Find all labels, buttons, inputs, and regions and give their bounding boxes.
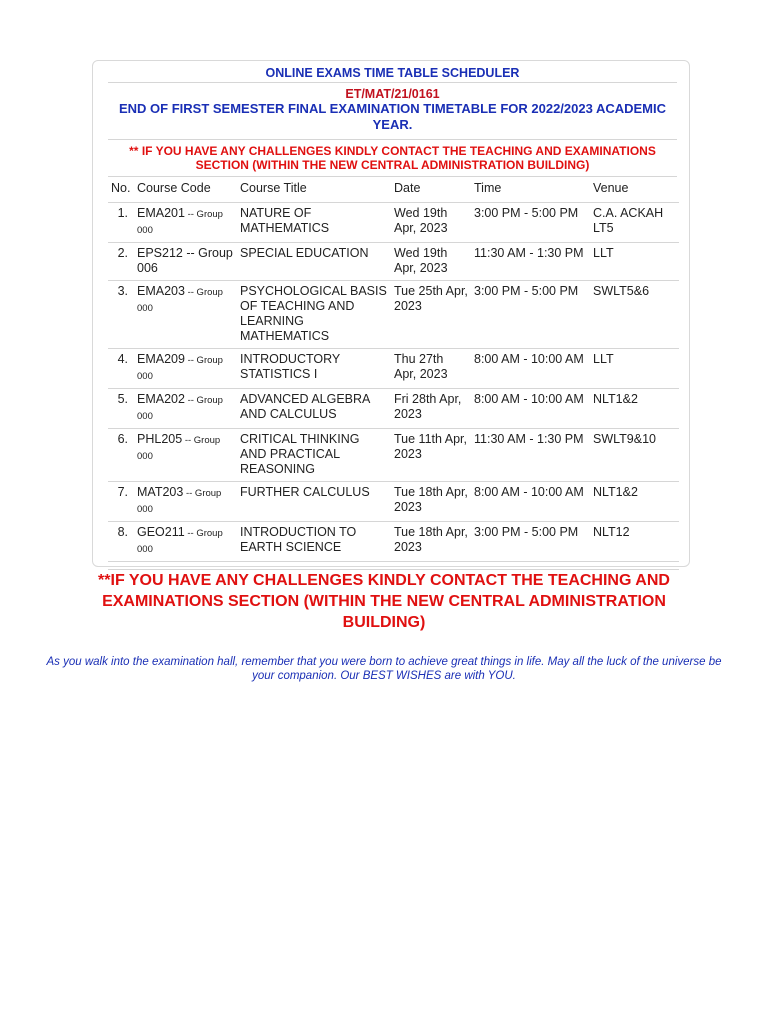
- exam-date: Wed 19th Apr, 2023: [391, 203, 471, 243]
- exam-time: 8:00 AM - 10:00 AM: [471, 389, 590, 429]
- empty-cell: [108, 562, 134, 570]
- exam-venue: NLT1&2: [590, 482, 679, 522]
- table-empty-row: [108, 562, 679, 570]
- exam-date: Fri 28th Apr, 2023: [391, 389, 471, 429]
- row-no: 5.: [108, 389, 134, 429]
- col-header-time: Time: [471, 177, 590, 203]
- exam-time: 3:00 PM - 5:00 PM: [471, 522, 590, 562]
- col-header-no: No.: [108, 177, 134, 203]
- course-code: EMA201: [137, 206, 185, 220]
- contact-notice-large: **IF YOU HAVE ANY CHALLENGES KINDLY CONTACT THE TEACHING AND EXAMINATIONS SECTION (WITHIN THE NEW CENTRAL ADMINISTRATION BUILDING): [98, 572, 670, 631]
- course-code-cell: [134, 243, 237, 281]
- course-group: -- Group 000: [137, 435, 221, 462]
- empty-cell: [237, 562, 391, 570]
- exam-date: Wed 19th Apr, 2023: [391, 243, 471, 281]
- course-code: EMA203: [137, 284, 185, 298]
- contact-notice: ** IF YOU HAVE ANY CHALLENGES KINDLY CONTACT THE TEACHING AND EXAMINATIONS SECTION (WITHIN THE NEW CENTRAL ADMINISTRATION BUILDING): [108, 140, 677, 177]
- course-group: -- Group 006: [137, 246, 233, 275]
- course-title: CRITICAL THINKING AND PRACTICAL REASONING: [237, 429, 391, 482]
- table-row: [108, 281, 679, 349]
- course-code: PHL205: [137, 432, 183, 446]
- exam-venue: NLT12: [590, 522, 679, 562]
- col-header-course-code: Course Code: [134, 177, 237, 203]
- course-group: -- Group 000: [137, 287, 223, 314]
- course-code-cell: [134, 389, 237, 429]
- empty-cell: [471, 562, 590, 570]
- exam-venue: LLT: [590, 349, 679, 389]
- exam-date: Tue 18th Apr, 2023: [391, 522, 471, 562]
- timetable-inner: [108, 61, 677, 570]
- course-title: SPECIAL EDUCATION: [237, 243, 391, 281]
- exam-date: Tue 18th Apr, 2023: [391, 482, 471, 522]
- course-title: ADVANCED ALGEBRA AND CALCULUS: [237, 389, 391, 429]
- course-code: EPS212: [137, 246, 183, 260]
- course-title: FURTHER CALCULUS: [237, 482, 391, 522]
- course-code: GEO211: [137, 525, 185, 539]
- exam-venue: SWLT5&6: [590, 281, 679, 349]
- row-no: 1.: [108, 203, 134, 243]
- exam-venue: SWLT9&10: [590, 429, 679, 482]
- course-code-cell: [134, 429, 237, 482]
- exam-venue: LLT: [590, 243, 679, 281]
- course-group: -- Group 000: [137, 395, 223, 422]
- course-group: -- Group 000: [137, 528, 223, 555]
- course-title: INTRODUCTION TO EARTH SCIENCE: [237, 522, 391, 562]
- exam-time: 3:00 PM - 5:00 PM: [471, 203, 590, 243]
- exam-time: 8:00 AM - 10:00 AM: [471, 482, 590, 522]
- exam-time: 8:00 AM - 10:00 AM: [471, 349, 590, 389]
- table-row: [108, 522, 679, 562]
- exam-time: 11:30 AM - 1:30 PM: [471, 429, 590, 482]
- row-no: 7.: [108, 482, 134, 522]
- empty-cell: [391, 562, 471, 570]
- table-row: [108, 429, 679, 482]
- exam-venue: C.A. ACKAH LT5: [590, 203, 679, 243]
- course-code-cell: [134, 281, 237, 349]
- table-row: [108, 482, 679, 522]
- course-code-cell: [134, 482, 237, 522]
- course-code: EMA202: [137, 392, 185, 406]
- exam-time: 11:30 AM - 1:30 PM: [471, 243, 590, 281]
- timetable-table: [108, 177, 679, 570]
- course-group: -- Group 000: [137, 209, 223, 236]
- table-row: [108, 349, 679, 389]
- exam-date: Tue 11th Apr, 2023: [391, 429, 471, 482]
- registration-number: ET/MAT/21/0161: [345, 87, 440, 101]
- row-no: 2.: [108, 243, 134, 281]
- exam-date: Thu 27th Apr, 2023: [391, 349, 471, 389]
- row-no: 4.: [108, 349, 134, 389]
- course-code-cell: [134, 203, 237, 243]
- row-no: 3.: [108, 281, 134, 349]
- col-header-course-title: Course Title: [237, 177, 391, 203]
- col-header-date: Date: [391, 177, 471, 203]
- col-header-venue: Venue: [590, 177, 679, 203]
- table-row: [108, 203, 679, 243]
- empty-cell: [590, 562, 679, 570]
- course-code: EMA209: [137, 352, 185, 366]
- row-no: 8.: [108, 522, 134, 562]
- table-row: [108, 389, 679, 429]
- timetable-title: END OF FIRST SEMESTER FINAL EXAMINATION TIMETABLE FOR 2022/2023 ACADEMIC YEAR.: [118, 101, 667, 132]
- table-header-row: [108, 177, 679, 203]
- exam-time: 3:00 PM - 5:00 PM: [471, 281, 590, 349]
- course-title: INTRODUCTORY STATISTICS I: [237, 349, 391, 389]
- best-wishes-message: As you walk into the examination hall, remember that you were born to achieve great things in life. May all the luck of the universe be your companion. Our BEST WISHES are with YOU.: [46, 656, 722, 682]
- course-group: -- Group 000: [137, 355, 223, 382]
- timetable-card: [92, 60, 690, 567]
- course-code: MAT203: [137, 485, 184, 499]
- course-title: NATURE OF MATHEMATICS: [237, 203, 391, 243]
- table-row: [108, 243, 679, 281]
- course-code-cell: [134, 349, 237, 389]
- course-group: -- Group 000: [137, 488, 222, 515]
- course-code-cell: [134, 522, 237, 562]
- empty-cell: [134, 562, 237, 570]
- row-no: 6.: [108, 429, 134, 482]
- app-title: ONLINE EXAMS TIME TABLE SCHEDULER: [108, 61, 677, 83]
- exam-venue: NLT1&2: [590, 389, 679, 429]
- exam-date: Tue 25th Apr, 2023: [391, 281, 471, 349]
- course-title: PSYCHOLOGICAL BASIS OF TEACHING AND LEARNING MATHEMATICS: [237, 281, 391, 349]
